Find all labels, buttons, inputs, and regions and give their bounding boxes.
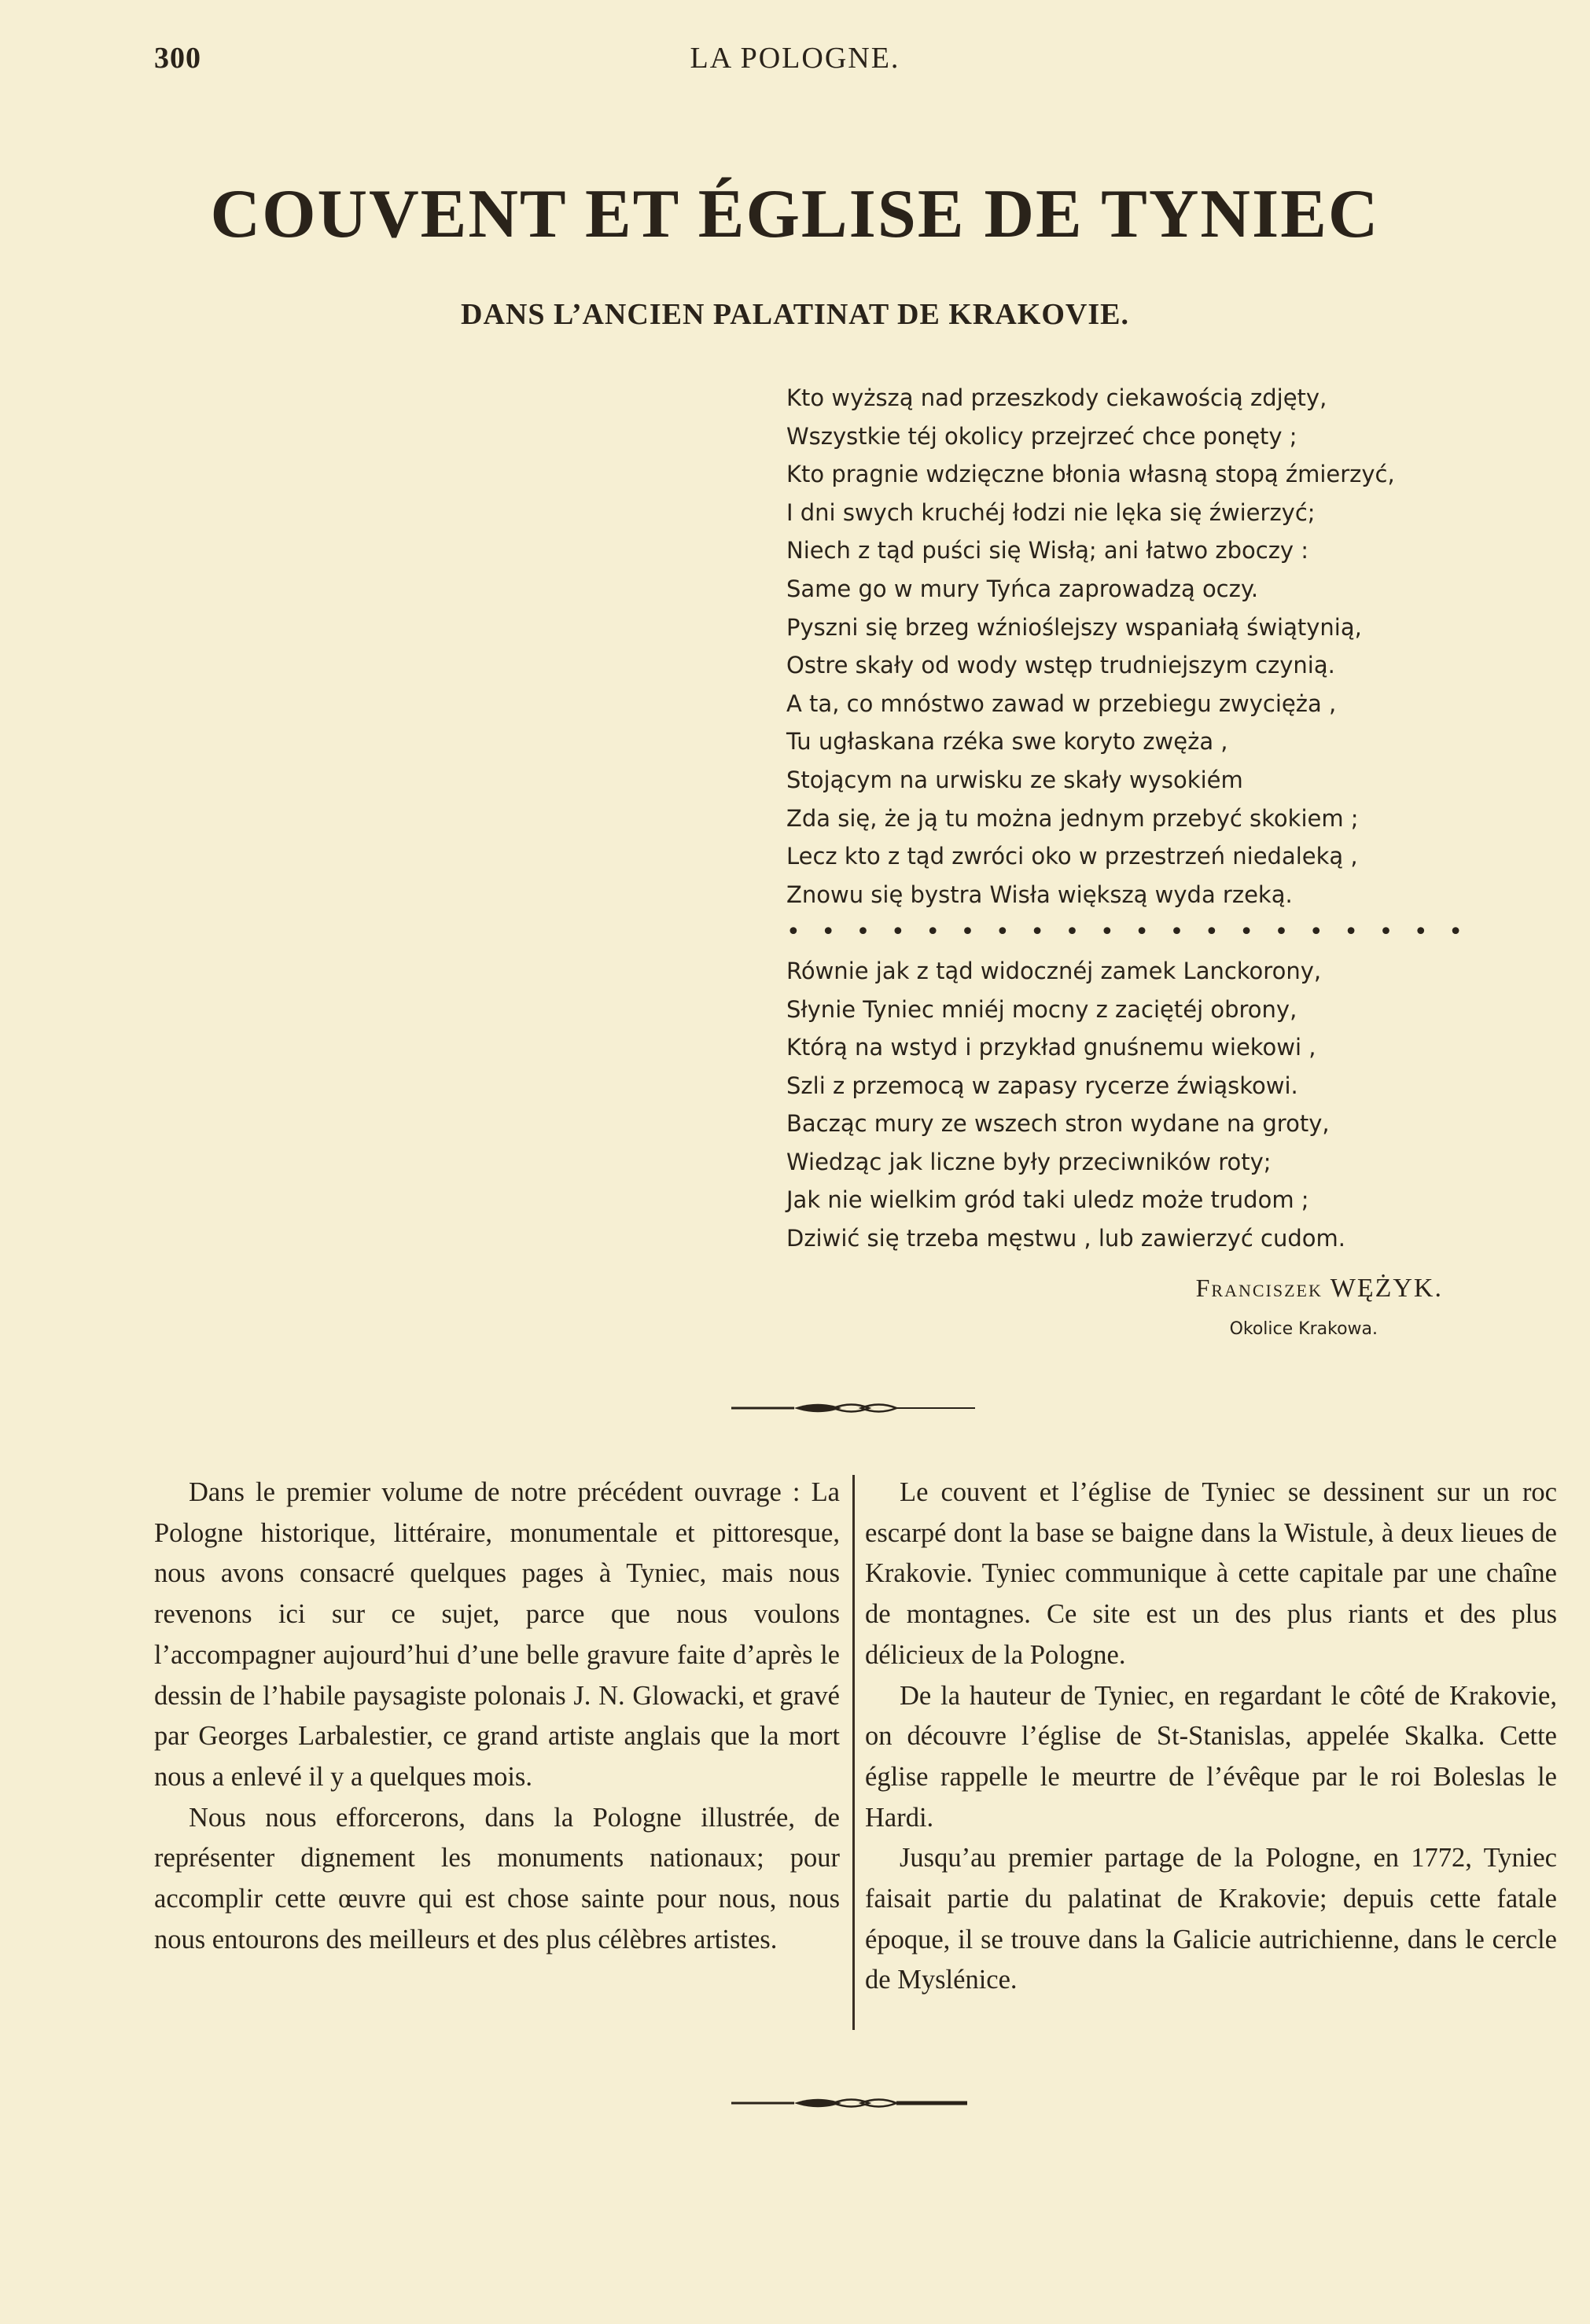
poem-line: Wszystkie téj okolicy przejrzeć chce ponęty ; [786, 422, 1297, 450]
poem-author [786, 1274, 1443, 1304]
poem-ellipsis-row: • • • • • • • • • • • • • • • • • • • • [786, 918, 1463, 947]
poem-line: Dziwić się trzeba męstwu , lub zawierzyć cudom. [786, 1225, 1345, 1252]
poem-line: Zda się, że ją tu można jednym przebyć skokiem ; [786, 804, 1359, 832]
divider-ornament-bottom [731, 2096, 975, 2110]
poem-line: Wiedząc jak liczne były przeciwników roty; [786, 1148, 1272, 1175]
poem-line: Znowu się bystra Wisła większą wyda rzeką. [786, 881, 1293, 908]
poem-line: Równie jak z tąd widocznéj zamek Lanckorony, [786, 957, 1322, 984]
paragraph: Dans le premier volume de notre précédent ouvrage : La Pologne historique, littéraire, monumentale et pittoresque, nous avons consacré quelques pages à Tyniec, mais nous revenons ici sur ce sujet, parce que nous voulons l’accompagner aujourd’hui d’une belle gravure faite d’après le dessin de l’habile paysagiste polonais J. N. Glowacki, et gravé par Georges Larbalestier, ce grand artiste anglais que la mort nous a enlevé il y a quelques mois. [154, 1477, 840, 1792]
divider-ornament-top [731, 1401, 975, 1415]
poem-line: Tu ugłaskana rzéka swe koryto zwęża , [786, 728, 1228, 756]
poem-line: Kto wyższą nad przeszkody ciekawością zdjęty, [786, 384, 1327, 411]
column-rule [852, 1475, 855, 2030]
poem-line: Stojącym na urwisku ze skały wysokiém [786, 766, 1243, 793]
poem-epigraph [786, 379, 1478, 1258]
poem-source: Okolice Krakowa. [1229, 1319, 1378, 1339]
poem-stanza-2 [786, 952, 1478, 1258]
author-first-name: Franciszek [1195, 1274, 1323, 1302]
poem-line: Same go w mury Tyńca zaprowadzą oczy. [786, 575, 1259, 602]
poem-line: Bacząc mury ze wszech stron wydane na groty, [786, 1110, 1330, 1138]
article-subtitle: DANS L’ANCIEN PALATINAT DE KRAKOVIE. [461, 298, 1129, 331]
poem-line: A ta, co mnóstwo zawad w przebiegu zwycięża , [786, 689, 1337, 717]
article-title: COUVENT ET ÉGLISE DE TYNIEC [210, 176, 1380, 252]
paragraph: De la hauteur de Tyniec, en regardant le côté de Krakovie, on découvre l’église de St-Stanislas, appelée Skalka. Cette église rappelle le meurtre de l’évêque par le roi Boleslas le Hardi. [865, 1680, 1557, 1833]
poem-line: Pyszni się brzeg wźnioślejszy wspaniałą świątynią, [786, 613, 1362, 641]
poem-line: Niech z tąd puści się Wisłą; ani łatwo zboczy : [786, 537, 1309, 564]
left-column [154, 1473, 840, 1960]
page-header [154, 41, 1436, 80]
author-last-name: WĘŻYK. [1330, 1274, 1443, 1303]
poem-line: Słynie Tyniec mniéj mocny z zaciętéj obrony, [786, 995, 1297, 1023]
paragraph: Nous nous efforcerons, dans la Pologne illustrée, de représenter dignement les monuments nationaux; pour accomplir cette œuvre qui est chose sainte pour nous, nous nous entourons des meilleurs et des plus célèbres artistes. [154, 1802, 840, 1954]
poem-line: Kto pragnie wdzięczne błonia własną stopą źmierzyć, [786, 461, 1395, 488]
poem-line: Lecz kto z tąd zwróci oko w przestrzeń niedaleką , [786, 843, 1358, 870]
poem-line: Jak nie wielkim gród taki uledz może trudom ; [786, 1186, 1309, 1214]
poem-line: Szli z przemocą w zapasy rycerze źwiąskowi. [786, 1072, 1298, 1099]
right-column [865, 1473, 1557, 2001]
poem-line: I dni swych kruchéj łodzi nie lęka się źwierzyć; [786, 498, 1316, 526]
poem-line: Ostre skały od wody wstęp trudniejszym czynią. [786, 652, 1335, 679]
running-title: LA POLOGNE. [690, 42, 900, 75]
page-number: 300 [154, 42, 201, 75]
paragraph: Le couvent et l’église de Tyniec se dessinent sur un roc escarpé dont la base se baigne dans la Wistule, à deux lieues de Krakovie. Tyniec communique à cette capitale par une chaîne de montagnes. Ce site est un des plus riants et des plus délicieux de la Pologne. [865, 1477, 1557, 1670]
poem-line: Którą na wstyd i przykład gnuśnemu wiekowi , [786, 1034, 1316, 1061]
poem-stanza-1 [786, 379, 1478, 914]
paragraph: Jusqu’au premier partage de la Pologne, en 1772, Tyniec faisait partie du palatinat de Krakovie; depuis cette fatale époque, il se trouve dans la Galicie autrichienne, dans le cercle de Myslénice. [865, 1843, 1557, 1995]
